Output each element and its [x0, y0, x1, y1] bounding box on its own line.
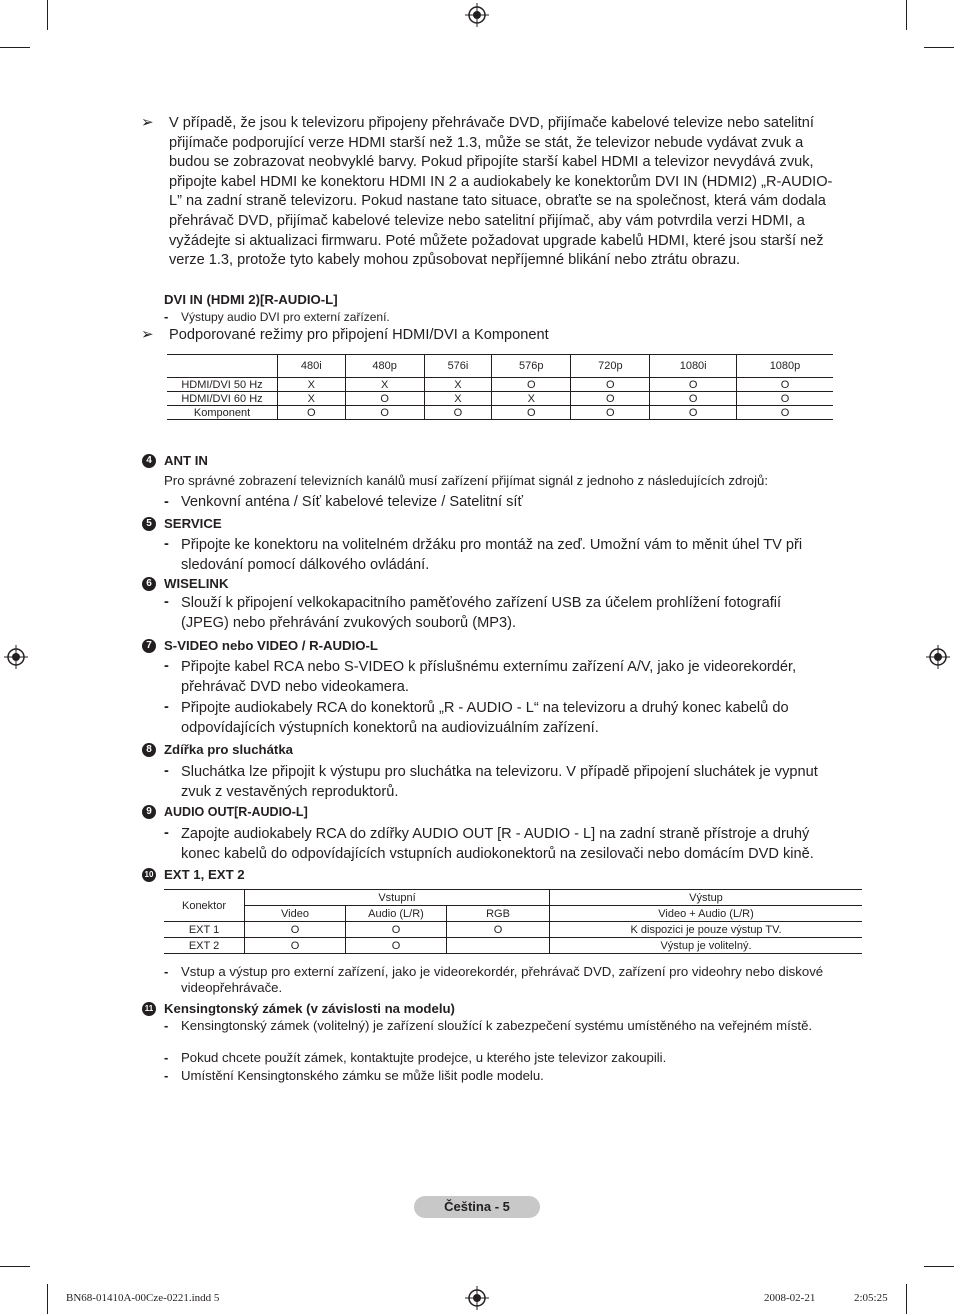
- registration-mark-icon: [4, 645, 28, 669]
- table-cell: O: [736, 378, 833, 392]
- table-header-cell: 1080p: [736, 355, 833, 378]
- table-cell: O: [736, 392, 833, 406]
- table-cell: X: [424, 378, 492, 392]
- crop-mark: [47, 1284, 48, 1314]
- table-cell: X: [278, 378, 346, 392]
- service-heading: SERVICE: [164, 516, 222, 531]
- dvi-item: Výstupy audio DVI pro externí zařízení.: [181, 310, 390, 324]
- headphones-heading: Zdířka pro sluchátka: [164, 742, 293, 757]
- registration-mark-icon: [926, 645, 950, 669]
- table-cell: O: [571, 378, 650, 392]
- dash-marker: -: [164, 699, 169, 715]
- ext-item: Vstup a výstup pro externí zařízení, jako je videorekordér, přehrávač DVD, zařízení pro videohry nebo diskové videopřehrávače.: [181, 964, 824, 995]
- table-cell: O: [650, 406, 737, 420]
- table-header-cell: Výstup: [550, 890, 863, 906]
- crop-mark: [906, 0, 907, 30]
- headphones-item: Sluchátka lze připojit k výstupu pro sluchátka na televizoru. V případě připojení sluchátek je vypnut zvuk z vestavěných reproduktorů.: [181, 764, 818, 800]
- table-header-cell: 576i: [424, 355, 492, 378]
- table-header-cell: Video + Audio (L/R): [550, 906, 863, 922]
- kensington-item-2: Pokud chcete použít zámek, kontaktujte prodejce, u kterého jste televizor zakoupili.: [181, 1050, 667, 1065]
- table-header-cell: Konektor: [164, 890, 245, 922]
- section-number-badge: 5: [142, 517, 156, 531]
- table-header-cell: Audio (L/R): [346, 906, 447, 922]
- audio-out-item: Zapojte audiokabely RCA do zdířky AUDIO OUT [R - AUDIO - L] na zadní straně přístroje a druhý konec kabelů do odpovídajících vstupních audiokonektorů na zesilovači nebo domácím DVD kině.: [181, 826, 814, 862]
- note-arrow-icon: ➢: [141, 114, 154, 131]
- crop-mark: [906, 1284, 907, 1314]
- table-cell: O: [346, 938, 447, 954]
- dash-marker: -: [164, 536, 169, 552]
- table-header-row: [167, 355, 833, 378]
- print-time: 2:05:25: [854, 1292, 888, 1304]
- table-row: [164, 922, 862, 938]
- table-header-cell: 720p: [571, 355, 650, 378]
- dash-marker: -: [164, 1068, 169, 1083]
- dash-marker: -: [164, 964, 169, 979]
- table-row: [164, 938, 862, 954]
- table-cell: O: [492, 406, 571, 420]
- table-cell: X: [492, 392, 571, 406]
- crop-mark: [924, 47, 954, 48]
- audio-out-heading: AUDIO OUT[R-AUDIO-L]: [164, 805, 308, 819]
- table-cell: O: [571, 392, 650, 406]
- section-number-badge: 7: [142, 639, 156, 653]
- table-header-row: [164, 906, 862, 922]
- table-cell: O: [492, 378, 571, 392]
- kensington-heading: Kensingtonský zámek (v závislosti na modelu): [164, 1001, 455, 1016]
- table-cell: X: [424, 392, 492, 406]
- dvi-note: Podporované režimy pro připojení HDMI/DVI a Komponent: [169, 327, 549, 343]
- table-row: [167, 406, 833, 420]
- ant-item: Venkovní anténa / Síť kabelové televize / Satelitní síť: [181, 494, 523, 510]
- dash-marker: -: [164, 763, 169, 779]
- table-header-cell: Video: [245, 906, 346, 922]
- dash-marker: -: [164, 494, 169, 510]
- table-cell: O: [346, 922, 447, 938]
- section-number-badge: 4: [142, 454, 156, 468]
- table-cell: O: [245, 922, 346, 938]
- registration-mark-icon: [465, 1286, 489, 1310]
- row-label: Komponent: [167, 406, 278, 420]
- row-label: EXT 1: [164, 922, 245, 938]
- row-label: HDMI/DVI 60 Hz: [167, 392, 278, 406]
- table-cell: X: [278, 392, 346, 406]
- wiselink-heading: WISELINK: [164, 576, 229, 591]
- table-header-cell: 576p: [492, 355, 571, 378]
- wiselink-item: Slouží k připojení velkokapacitního paměťového zařízení USB za účelem prohlížení fotografií (JPEG) nebo přehrávání zvukových souborů (MP3).: [181, 595, 782, 631]
- table-header-cell: 480p: [345, 355, 424, 378]
- row-label: EXT 2: [164, 938, 245, 954]
- dvi-heading: DVI IN (HDMI 2)[R-AUDIO-L]: [164, 292, 338, 307]
- table-header-cell: Vstupní: [245, 890, 550, 906]
- table-cell: O: [345, 392, 424, 406]
- table-cell: O: [650, 392, 737, 406]
- table-cell: O: [245, 938, 346, 954]
- dash-marker: -: [164, 825, 169, 841]
- registration-mark-icon: [465, 3, 489, 27]
- dash-marker: -: [164, 594, 169, 610]
- table-header-row: [164, 890, 862, 906]
- mode-table: [167, 354, 833, 420]
- row-label: HDMI/DVI 50 Hz: [167, 378, 278, 392]
- table-header-cell: RGB: [447, 906, 550, 922]
- table-header-cell: 480i: [278, 355, 346, 378]
- table-cell: [167, 355, 278, 378]
- table-cell: O: [571, 406, 650, 420]
- table-cell: K dispozici je pouze výstup TV.: [550, 922, 863, 938]
- dash-marker: -: [164, 309, 169, 324]
- dash-marker: -: [164, 1050, 169, 1065]
- table-header-cell: 1080i: [650, 355, 737, 378]
- dash-marker: -: [164, 658, 169, 674]
- svideo-heading: S-VIDEO nebo VIDEO / R-AUDIO-L: [164, 638, 378, 653]
- note-arrow-icon: ➢: [141, 326, 154, 343]
- section-number-badge: 9: [142, 805, 156, 819]
- table-cell: [447, 938, 550, 954]
- file-name: BN68-01410A-00Cze-0221.indd 5: [66, 1292, 220, 1304]
- svideo-item-2: Připojte audiokabely RCA do konektorů „R - AUDIO - L“ na televizoru a druhý konec kabelů do odpovídajících výstupních konektorů na audiovizuálním zařízení.: [181, 700, 789, 736]
- table-cell: O: [447, 922, 550, 938]
- table-cell: Výstup je volitelný.: [550, 938, 863, 954]
- table-cell: O: [736, 406, 833, 420]
- table-cell: X: [345, 378, 424, 392]
- print-date: 2008-02-21: [764, 1292, 816, 1304]
- kensington-item-1: Kensingtonský zámek (volitelný) je zařízení sloužící k zabezpečení systému umístěného na veřejném místě.: [181, 1018, 813, 1033]
- table-cell: O: [278, 406, 346, 420]
- crop-mark: [0, 47, 30, 48]
- svideo-item-1: Připojte kabel RCA nebo S-VIDEO k příslušnému externímu zařízení A/V, jako je videorekordér, přehrávač DVD nebo videokamera.: [181, 659, 797, 695]
- section-number-badge: 10: [142, 868, 156, 882]
- table-cell: O: [345, 406, 424, 420]
- table-row: [167, 392, 833, 406]
- page-number-badge: Čeština - 5: [414, 1196, 540, 1218]
- dash-marker: -: [164, 1018, 169, 1033]
- ant-heading: ANT IN: [164, 453, 208, 468]
- section-number-badge: 11: [142, 1002, 156, 1016]
- intro-note: V případě, že jsou k televizoru připojeny přehrávače DVD, přijímače kabelové televize nebo satelitní přijímače podporující verze HDMI starší než 1.3, může se stát, že televizor nebude vydávat zvuk a budou se zobrazovat neobvyklé barvy. Pokud připojíte starší kabel HDMI a televizor nevydává zvuk, připojte kabel HDMI ke konektoru HDMI IN 2 a audiokabely ke konektorům DVI IN (HDMI2) „R-AUDIO-L” na zadní straně televizoru. Pokud nastane tato situace, obraťte se na společnost, která vám dodala přehrávač DVD, přijímač kabelové televize nebo satelitní přijímač, aby vám potvrdila verzi HDMI, a vyžádejte si aktualizaci firmwaru. Poté můžete požadovat upgrade kabelů HDMI, které jsou starší než verze 1.3, protože tyto kabely mohou způsobovat nepříjemné blikání nebo ztrátu obrazu.: [169, 115, 833, 269]
- crop-mark: [0, 1266, 30, 1267]
- table-cell: O: [424, 406, 492, 420]
- crop-mark: [47, 0, 48, 30]
- service-item: Připojte ke konektoru na volitelném držáku pro montáž na zeď. Umožní vám to měnit úhel TV při sledování pomocí dálkového ovládání.: [181, 537, 803, 573]
- ext-heading: EXT 1, EXT 2: [164, 867, 245, 882]
- table-cell: O: [650, 378, 737, 392]
- ant-text: Pro správné zobrazení televizních kanálů musí zařízení přijímat signál z jednoho z následujících zdrojů:: [164, 473, 769, 488]
- crop-mark: [924, 1266, 954, 1267]
- ext-table: [164, 889, 862, 954]
- kensington-item-3: Umístění Kensingtonského zámku se může lišit podle modelu.: [181, 1068, 544, 1083]
- section-number-badge: 8: [142, 743, 156, 757]
- section-number-badge: 6: [142, 577, 156, 591]
- table-row: [167, 378, 833, 392]
